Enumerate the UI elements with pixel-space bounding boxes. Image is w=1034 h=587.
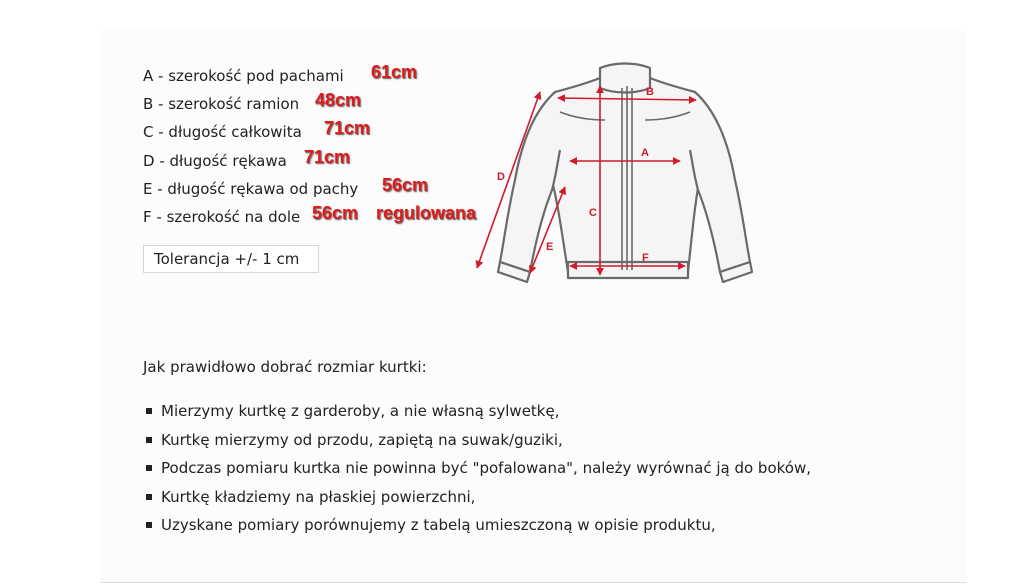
list-item-text: Podczas pomiaru kurtka nie powinna być "pofalowana", należy wyrównać ją do boków, [161,459,811,477]
bullet-icon [146,465,152,471]
measurement-label: E - długość rękawa od pachy [143,180,359,198]
measurement-f [143,203,477,228]
measurement-value: 48cm [315,90,362,110]
guide-list [146,398,811,541]
label-d: D [497,171,505,183]
jacket-right-sleeve [690,92,750,272]
measurement-label: C - długość całkowita [143,123,302,141]
measurement-label: F - szerokość na dole [143,208,301,226]
measurement-label: D - długość rękawa [143,152,287,170]
list-item [146,484,811,513]
measurement-a [143,62,418,87]
list-item-text: Kurtkę mierzymy od przodu, zapiętą na suwak/guziki, [161,430,563,449]
measurement-value: 71cm [324,118,371,138]
list-item [146,455,811,484]
measurement-e [143,175,429,200]
jacket-waistband [568,262,688,278]
measurement-value: 71cm [304,147,351,167]
bullet-icon [146,494,152,500]
bullet-icon [146,408,152,414]
list-item [146,512,811,541]
measurement-value: 61cm [371,62,418,82]
list-item [146,427,811,456]
label-f: F [642,252,649,264]
measurement-value: 56cm [312,203,359,223]
bullet-icon [146,437,152,443]
jacket-collar [600,64,650,93]
measurement-d [143,147,351,172]
label-c: C [589,207,597,219]
list-item-text: Mierzymy kurtkę z garderoby, a nie własną sylwetkę, [161,402,560,420]
measurement-label: B - szerokość ramion [143,95,300,113]
jacket-body [545,78,705,272]
bullet-icon [146,522,152,528]
guide-intro: Jak prawidłowo dobrać rozmiar kurtki: [143,358,427,376]
label-b: B [646,86,654,98]
measurement-value: 56cm [382,175,429,195]
measurement-note: regulowana [376,203,477,223]
list-item-text: Kurtkę kładziemy na płaskiej powierzchni, [161,487,476,506]
jacket-diagram [470,55,770,290]
tolerance-box: Tolerancja +/- 1 cm [143,245,319,273]
label-a: A [641,147,649,159]
bottom-divider [100,582,966,583]
measurement-c [143,118,371,143]
measurement-b [143,90,362,115]
label-e: E [546,241,554,253]
list-item [146,398,811,427]
list-item-text: Uzyskane pomiary porównujemy z tabelą umieszczoną w opisie produktu, [161,516,716,534]
measurement-label: A - szerokość pod pachami [143,67,344,85]
